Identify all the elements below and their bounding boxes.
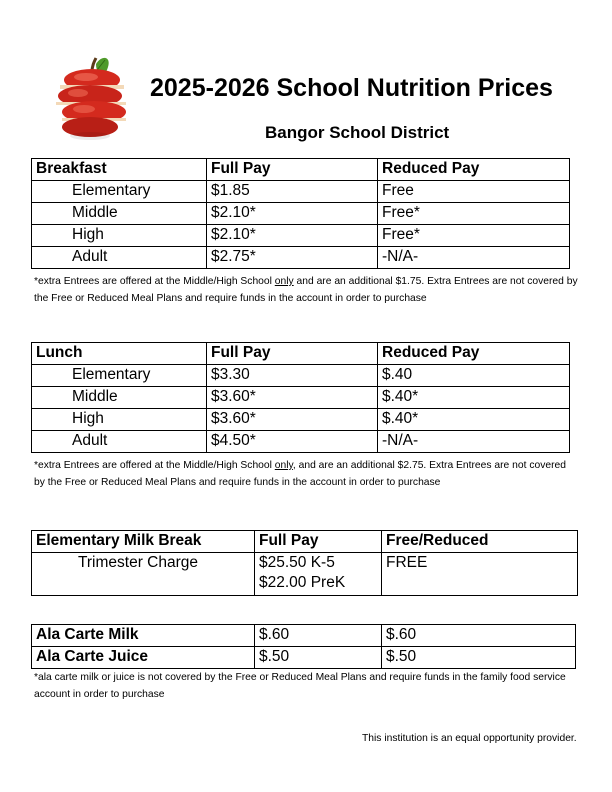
row-label: Ala Carte Juice: [32, 647, 255, 669]
reduced-pay-value: -N/A-: [378, 431, 570, 453]
breakfast-header: Breakfast: [32, 159, 207, 181]
free-reduced-header: Free/Reduced: [382, 531, 578, 553]
note-text: and are an additional $1.75. Extra Entrees are not covered by the Free or Reduced Meal Plans and require funds in the account in order to purchase: [34, 276, 578, 304]
full-pay-value: $3.60*: [207, 387, 378, 409]
reduced-pay-value: Free*: [378, 203, 570, 225]
reduced-pay-value: -N/A-: [378, 247, 570, 269]
milk-break-table: [31, 530, 578, 596]
lunch-note: [34, 457, 579, 491]
row-label: Adult: [32, 431, 207, 453]
k5-price: $25.50 K-5: [259, 554, 335, 571]
table-row: [32, 431, 570, 453]
reduced-pay-value: Free: [378, 181, 570, 203]
ala-carte-note: *ala carte milk or juice is not covered by the Free or Reduced Meal Plans and require funds in the family food service account in order to purchase: [34, 672, 566, 700]
district-name: Bangor School District: [265, 123, 450, 142]
row-label: Adult: [32, 247, 207, 269]
full-pay-value: $.60: [255, 625, 382, 647]
milk-break-header: Elementary Milk Break: [32, 531, 255, 553]
full-pay-value: $3.30: [207, 365, 378, 387]
reduced-pay-value: $.40*: [378, 387, 570, 409]
equal-opportunity-statement: This institution is an equal opportunity provider.: [362, 733, 577, 744]
sliced-apple-icon: [48, 52, 134, 142]
lunch-table: [31, 342, 570, 453]
table-row: [32, 625, 576, 647]
table-row: [32, 647, 576, 669]
table-row: [32, 203, 570, 225]
note-text: *extra Entrees are offered at the Middle/High School: [34, 460, 275, 471]
lunch-header: Lunch: [32, 343, 207, 365]
note-text: *extra Entrees are offered at the Middle/High School: [34, 276, 275, 287]
full-pay-value: $2.10*: [207, 225, 378, 247]
full-pay-value: $1.85: [207, 181, 378, 203]
full-pay-header: Full Pay: [207, 343, 378, 365]
row-label: Middle: [32, 203, 207, 225]
table-row: [32, 225, 570, 247]
reduced-pay-value: $.50: [382, 647, 576, 669]
reduced-pay-value: Free*: [378, 225, 570, 247]
page-title: 2025-2026 School Nutrition Prices: [150, 74, 553, 102]
table-header-row: [32, 343, 570, 365]
note-underlined: only: [274, 276, 294, 287]
full-pay-value: $4.50*: [207, 431, 378, 453]
breakfast-table: [31, 158, 570, 269]
table-row: [32, 409, 570, 431]
full-pay-value: $.50: [255, 647, 382, 669]
table-row: [32, 181, 570, 203]
ala-carte-table: [31, 624, 576, 669]
reduced-pay-value: $.40: [378, 365, 570, 387]
note-underlined: only: [274, 460, 293, 471]
prek-price: $22.00 PreK: [259, 574, 346, 591]
breakfast-note: [34, 273, 579, 307]
row-label: Elementary: [32, 181, 207, 203]
full-pay-value: [255, 553, 382, 596]
row-label: Elementary: [32, 365, 207, 387]
reduced-pay-value: $.60: [382, 625, 576, 647]
row-label: High: [32, 225, 207, 247]
note-text: , and are an additional $2.75. Extra Entrees are not covered by the Free or Reduced Meal Plans and require funds in the account in order to purchase: [34, 460, 566, 488]
table-row: [32, 387, 570, 409]
full-pay-value: $2.10*: [207, 203, 378, 225]
row-label: Trimester Charge: [32, 553, 255, 596]
free-reduced-value: FREE: [382, 553, 578, 596]
table-row: [32, 365, 570, 387]
full-pay-header: Full Pay: [207, 159, 378, 181]
row-label: High: [32, 409, 207, 431]
full-pay-header: Full Pay: [255, 531, 382, 553]
reduced-pay-header: Reduced Pay: [378, 159, 570, 181]
table-row: [32, 247, 570, 269]
table-header-row: [32, 531, 578, 553]
row-label: Ala Carte Milk: [32, 625, 255, 647]
reduced-pay-value: $.40*: [378, 409, 570, 431]
reduced-pay-header: Reduced Pay: [378, 343, 570, 365]
row-label: Middle: [32, 387, 207, 409]
full-pay-value: $3.60*: [207, 409, 378, 431]
table-header-row: [32, 159, 570, 181]
full-pay-value: $2.75*: [207, 247, 378, 269]
table-row: [32, 553, 578, 596]
